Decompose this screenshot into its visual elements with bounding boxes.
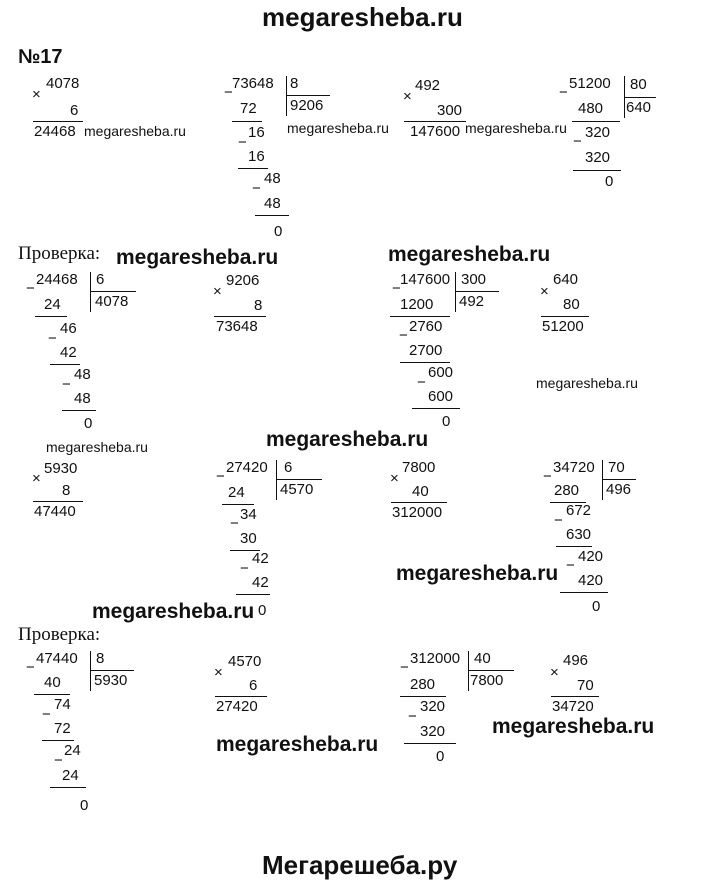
times-sign: × xyxy=(32,470,41,487)
step: 74 xyxy=(54,696,71,713)
step: 24 xyxy=(44,296,61,313)
quotient: 7800 xyxy=(470,672,504,689)
step: 48 xyxy=(74,366,91,383)
step: 320 xyxy=(585,124,611,141)
minus-sign: − xyxy=(216,468,225,485)
step: 40 xyxy=(44,674,61,691)
step: 0 xyxy=(442,413,451,430)
factor: 70 xyxy=(577,677,594,694)
step: 420 xyxy=(578,572,604,589)
rule xyxy=(232,121,262,122)
rule xyxy=(255,215,289,216)
product: 27420 xyxy=(216,698,258,715)
minus-sign: − xyxy=(54,752,63,769)
dividend: 34720 xyxy=(553,459,595,476)
step: 2700 xyxy=(409,342,443,359)
step: 280 xyxy=(554,482,580,499)
dividend: 24468 xyxy=(36,271,78,288)
step: 280 xyxy=(410,676,436,693)
factor: 640 xyxy=(553,271,579,288)
quotient: 4570 xyxy=(280,481,314,498)
quotient: 5930 xyxy=(94,672,128,689)
step: 48 xyxy=(264,170,281,187)
minus-sign: − xyxy=(400,659,409,676)
step: 1200 xyxy=(400,296,434,313)
product: 73648 xyxy=(216,318,258,335)
dividend: 73648 xyxy=(232,75,274,92)
step: 48 xyxy=(264,195,281,212)
product: 147600 xyxy=(410,123,461,140)
step: 0 xyxy=(274,223,283,240)
factor: 6 xyxy=(249,677,258,694)
divisor: 80 xyxy=(630,76,647,93)
watermark: megaresheba.ru xyxy=(266,428,429,451)
minus-sign: − xyxy=(566,557,575,574)
times-sign: × xyxy=(540,283,549,300)
quotient: 492 xyxy=(459,293,485,310)
step: 420 xyxy=(578,548,604,565)
step: 600 xyxy=(428,388,454,405)
factor: 492 xyxy=(415,77,441,94)
rule xyxy=(35,316,67,317)
factor: 8 xyxy=(254,297,263,314)
step: 0 xyxy=(84,415,93,432)
step: 16 xyxy=(248,148,265,165)
step: 42 xyxy=(252,574,269,591)
step: 24 xyxy=(62,767,79,784)
step: 320 xyxy=(585,149,611,166)
factor: 40 xyxy=(412,483,429,500)
site-footer[interactable]: Мегарешеба.ру xyxy=(262,850,458,880)
step: 24 xyxy=(64,742,81,759)
minus-sign: − xyxy=(26,280,35,297)
product: 51200 xyxy=(542,318,584,335)
factor: 7800 xyxy=(402,459,436,476)
minus-sign: − xyxy=(392,280,401,297)
minus-sign: − xyxy=(42,706,51,723)
divisor: 300 xyxy=(461,271,487,288)
step: 34 xyxy=(240,506,257,523)
quotient: 640 xyxy=(626,99,652,116)
step: 0 xyxy=(605,173,614,190)
minus-sign: − xyxy=(399,327,408,344)
watermark: megaresheba.ru xyxy=(388,243,551,266)
product: 312000 xyxy=(392,504,443,521)
dividend: 312000 xyxy=(410,650,461,667)
step: 16 xyxy=(248,124,265,141)
watermark: megaresheba.ru xyxy=(536,375,638,391)
rule xyxy=(560,592,608,593)
check-label: Проверка: xyxy=(18,243,101,264)
factor: 4570 xyxy=(228,653,262,670)
minus-sign: − xyxy=(559,84,568,101)
watermark: megaresheba.ru xyxy=(92,600,255,623)
check-label: Проверка: xyxy=(18,624,101,645)
divisor: 8 xyxy=(96,650,105,667)
dividend: 147600 xyxy=(400,271,451,288)
rule xyxy=(412,408,460,409)
times-sign: × xyxy=(214,664,223,681)
minus-sign: − xyxy=(543,468,552,485)
step: 600 xyxy=(428,364,454,381)
step: 0 xyxy=(258,602,267,619)
step: 30 xyxy=(240,530,257,547)
minus-sign: − xyxy=(230,515,239,532)
minus-sign: − xyxy=(224,84,233,101)
step: 42 xyxy=(60,344,77,361)
product: 34720 xyxy=(552,698,594,715)
times-sign: × xyxy=(390,470,399,487)
minus-sign: − xyxy=(62,376,71,393)
step: 2760 xyxy=(409,318,443,335)
minus-sign: − xyxy=(240,560,249,577)
quotient: 9206 xyxy=(290,97,324,114)
step: 42 xyxy=(252,550,269,567)
step: 0 xyxy=(80,797,89,814)
step: 320 xyxy=(420,723,446,740)
watermark: megaresheba.ru xyxy=(216,733,379,756)
factor: 6 xyxy=(70,102,79,119)
minus-sign: − xyxy=(573,133,582,150)
times-sign: × xyxy=(32,86,41,103)
rule xyxy=(62,410,96,411)
divisor: 40 xyxy=(474,650,491,667)
step: 24 xyxy=(228,484,245,501)
rule xyxy=(236,594,270,595)
dividend: 51200 xyxy=(569,75,611,92)
dividend: 47440 xyxy=(36,650,78,667)
minus-sign: − xyxy=(252,180,261,197)
watermark: megaresheba.ru xyxy=(116,246,279,269)
factor: 4078 xyxy=(46,75,80,92)
divisor: 6 xyxy=(284,459,293,476)
rule xyxy=(50,787,86,788)
minus-sign: − xyxy=(26,659,35,676)
quotient: 4078 xyxy=(95,293,129,310)
minus-sign: − xyxy=(417,374,426,391)
quotient: 496 xyxy=(606,481,632,498)
minus-sign: − xyxy=(554,512,563,529)
factor: 300 xyxy=(437,102,463,119)
watermark: megaresheba.ru xyxy=(492,715,655,738)
step: 46 xyxy=(60,320,77,337)
rule xyxy=(404,743,456,744)
watermark: megaresheba.ru xyxy=(465,120,567,136)
divisor: 70 xyxy=(608,459,625,476)
step: 0 xyxy=(436,748,445,765)
minus-sign: − xyxy=(408,708,417,725)
step: 0 xyxy=(592,598,601,615)
product: 24468 xyxy=(34,123,76,140)
minus-sign: − xyxy=(238,134,247,151)
minus-sign: − xyxy=(48,330,57,347)
divisor: 6 xyxy=(96,271,105,288)
step: 320 xyxy=(420,698,446,715)
times-sign: × xyxy=(550,664,559,681)
factor: 9206 xyxy=(226,272,260,289)
times-sign: × xyxy=(403,88,412,105)
watermark: megaresheba.ru xyxy=(396,562,559,585)
product: 47440 xyxy=(34,503,76,520)
rule xyxy=(573,170,621,171)
step: 72 xyxy=(240,100,257,117)
step: 672 xyxy=(566,502,592,519)
watermark: megaresheba.ru xyxy=(84,123,186,139)
divisor: 8 xyxy=(290,75,299,92)
times-sign: × xyxy=(213,283,222,300)
factor: 5930 xyxy=(44,460,78,477)
step: 480 xyxy=(578,100,604,117)
watermark: megaresheba.ru xyxy=(287,120,389,136)
step: 72 xyxy=(54,720,71,737)
factor: 8 xyxy=(62,482,71,499)
task-number: №17 xyxy=(18,46,63,68)
dividend: 27420 xyxy=(226,459,268,476)
watermark: megaresheba.ru xyxy=(46,439,148,455)
rule xyxy=(572,121,620,122)
site-header[interactable]: megaresheba.ru xyxy=(262,2,463,32)
factor: 80 xyxy=(563,296,580,313)
step: 48 xyxy=(74,390,91,407)
factor: 496 xyxy=(563,652,589,669)
step: 630 xyxy=(566,526,592,543)
